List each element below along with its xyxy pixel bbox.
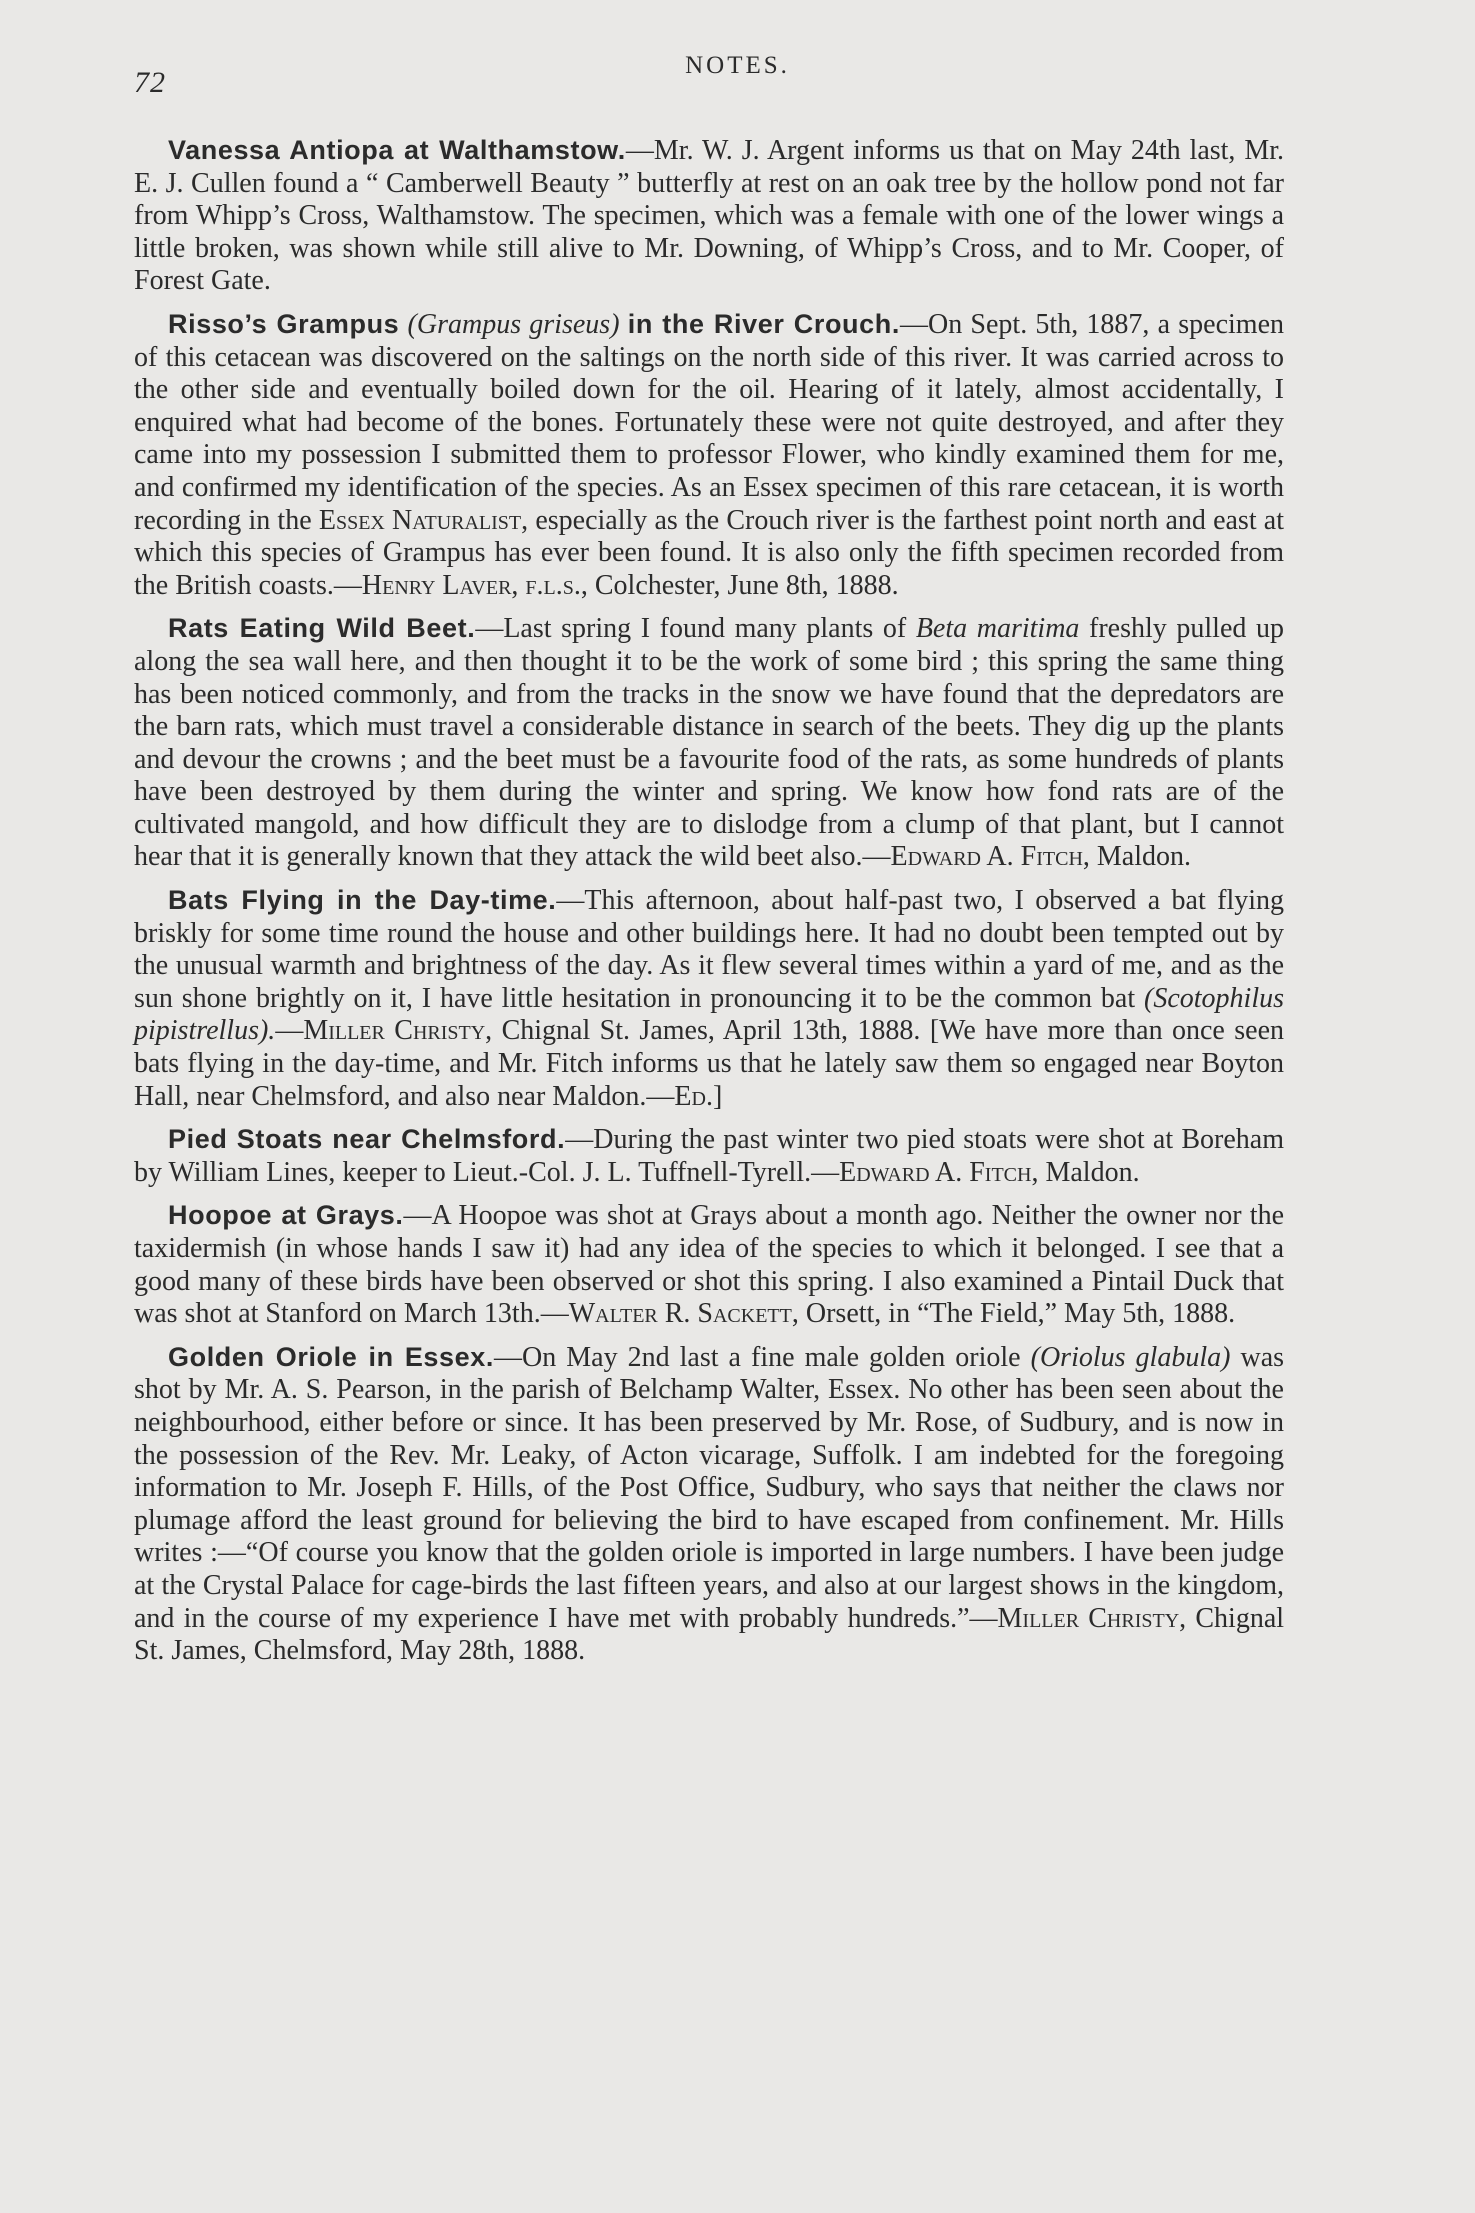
author-name: Edward A. Fitch, [839,1156,1039,1188]
author-name: Miller Christy, [997,1602,1187,1634]
author-name: Edward A. Fitch, [890,841,1090,873]
note-signoff: Maldon. [1045,1156,1140,1188]
species-name: (Oriolus glabula) [1030,1341,1231,1373]
note-title: Vanessa Antiopa at Walthamstow. [168,135,626,165]
note-vanessa-antiopa [134,134,1284,298]
author-name: Walter R. Sackett, [568,1298,799,1330]
note-title: Rats Eating Wild Beet. [168,613,476,644]
note-text: —This afternoon, about half-past two, I observed a bat flying briskly for some time round the house and other buildings here. It had no doubt been tempted out by the unusual warmth and brightness of the day. As it flew several times within a yard of me, and as the sun shone brightly on it, I have little hesitation in pronouncing it to be the common bat [134,885,1285,1014]
journal-name: Essex Naturalist, [318,504,529,536]
note-text: —On Sept. 5th, 1887, a specimen of this cetacean was discovered on the saltings on the north side of this river. It was carried across to the other side and eventually boiled down for the oil. Hearing of it lately, almost accidentally, I enquired what had become of the bones. Fortunately these were not quite destroyed, and after they came into my possession I submitted them to professor Flower, who kindly examined them for me, and confirmed my identification of the species. As an Essex specimen of this rare cetacean, it is worth recording in the [134,308,1285,536]
author-name: Henry Laver, f.l.s., [361,569,588,601]
editor-initials: Ed. [674,1080,713,1112]
note-rissos-grampus [134,308,1284,602]
dash: — [275,1015,304,1047]
note-pied-stoats [134,1123,1284,1189]
note-text: —Mr. W. J. Argent informs us that on May 24th last, Mr. E. J. Cullen found a “ Camberwell Beauty ” butterfly at rest on an oak tree by the hollow pond not far from Whipp’s Cross, Walthamstow. The specimen, which was a female with one of the lower wings a little broken, was shown while still alive to Mr. Downing, of Whipp’s Cross, and to Mr. Cooper, of Forest Gate. [134,135,1284,297]
note-signoff: Orsett, in “The Field,” May 5th, 1888. [805,1298,1236,1330]
notes-body [134,134,1284,1678]
note-text-continued: especially as the Crouch river is the farthest point north and east at which this species of Grampus has ever been found. It is also only the fifth specimen recorded from the British coasts.— [134,504,1285,601]
note-text-continued: Chignal St. James, April 13th, 1888. [We have more than once seen bats flying in the day-time, and Mr. Fitch informs us that he lately saw them so engaged near Boyton Hall, near Chelmsford, and also near Maldon.— [134,1015,1285,1112]
note-text-continued: freshly pulled up along the sea wall here, and then thought it to be the work of some bird ; this spring the same thing has been noticed commonly, and from the tracks in the snow we have found that the depredators are the barn rats, which must travel a considerable distance in search of the beets. They dig up the plants and devour the crowns ; and the beet must be a favourite food of the rats, as some hundreds of plants have been destroyed by them during the winter and spring. We know how fond rats are of the cultivated mangold, and how difficult they are to dislodge from a clump of that plant, but I cannot hear that it is generally known that they attack the wild beet also.— [134,613,1284,873]
page-number: 72 [134,66,166,99]
note-title: Risso’s Grampus [168,308,400,339]
note-hoopoe [134,1199,1284,1330]
note-signoff: Colchester, June 8th, 1888. [594,569,899,601]
note-text: —During the past winter two pied stoats were shot at Boreham by William Lines, keeper to Lieut.-Col. J. L. Tuffnell-Tyrell.— [134,1124,1285,1188]
species-name: (Grampus griseus) [407,308,620,340]
note-title: Bats Flying in the Day-time. [168,885,557,916]
note-title: Golden Oriole in Essex. [168,1341,494,1372]
note-signoff: Maldon. [1096,841,1191,873]
closing-bracket: ] [712,1080,723,1112]
note-text: —On May 2nd last a fine male golden oriole [494,1341,1021,1373]
author-name: Miller Christy, [303,1015,493,1047]
note-signoff: Chignal St. James, Chelmsford, May 28th, 1888. [134,1602,1285,1667]
note-text: —Last spring I found many plants of [475,613,907,645]
note-title: Pied Stoats near Chelmsford. [168,1124,566,1155]
note-rats-beet [134,612,1284,874]
note-title-continued: in the River Crouch. [627,308,900,339]
species-name: (Scotophilus pipistrellus). [134,982,1285,1047]
note-text-continued: was shot by Mr. A. S. Pearson, in the parish of Belchamp Walter, Essex. No other has been seen about the neighbourhood, either before or since. It has been preserved by Mr. Rose, of Sudbury, and is now in the possession of the Rev. Mr. Leaky, of Acton vicarage, Suffolk. I am indebted for the foregoing information to Mr. Joseph F. Hills, of the Post Office, Sudbury, who says that neither the claws nor plumage afford the least ground for believing the bird to have escaped from confinement. Mr. Hills writes :—“Of course you know that the golden oriole is imported in large numbers. I have been judge at the Crystal Palace for cage-birds the last fifteen years, and also at our largest shows in the kingdom, and in the course of my experience I have met with probably hundreds.”— [134,1341,1285,1634]
note-bats-daytime [134,884,1284,1113]
species-name: Beta maritima [915,613,1080,645]
note-text: —A Hoopoe was shot at Grays about a month ago. Neither the owner nor the taxidermish (in whose hands I saw it) had any idea of the species to which it belonged. I see that a good many of these birds have been observed or shot this spring. I also examined a Pintail Duck that was shot at Stanford on March 13th.— [134,1200,1284,1330]
note-title: Hoopoe at Grays. [168,1200,404,1231]
note-golden-oriole [134,1341,1284,1668]
running-head: NOTES. [685,52,790,79]
page-header [0,48,1475,98]
